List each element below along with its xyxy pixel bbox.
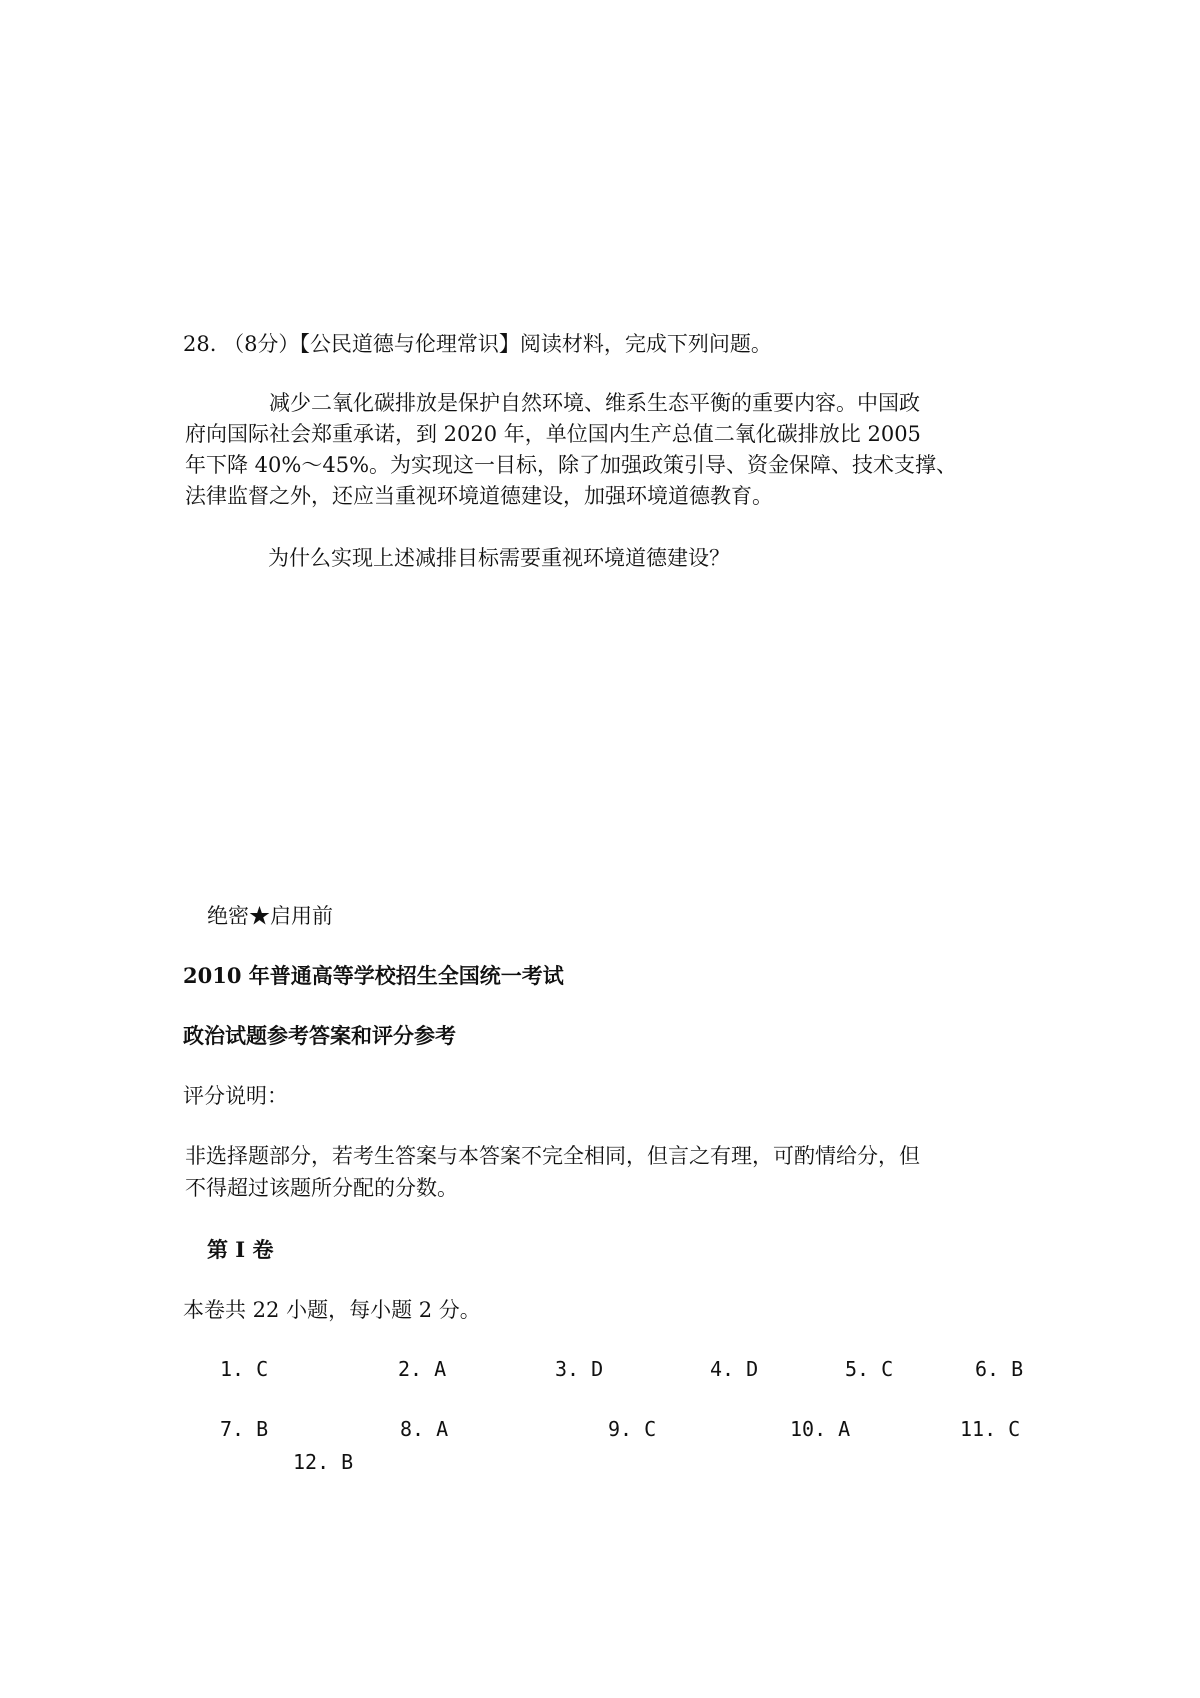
scoring-label: 评分说明： <box>183 1084 288 1108</box>
answer-item: 8. A <box>400 1417 449 1441</box>
scoring-note <box>185 1140 1030 1204</box>
answer-item: 12. B <box>293 1450 354 1474</box>
answer-item: 4. D <box>710 1357 759 1381</box>
question-prompt: 为什么实现上述减排目标需要重视环境道德建设？ <box>268 546 730 570</box>
answer-item: 9. C <box>608 1417 657 1441</box>
question-heading: 28. （8分）【公民道德与伦理常识】阅读材料，完成下列问题。 <box>183 332 772 356</box>
answer-item: 10. A <box>790 1417 851 1441</box>
scoring-note-line: 非选择题部分，若考生答案与本答案不完全相同，但言之有理，可酌情给分，但 <box>185 1144 920 1168</box>
material-line: 府向国际社会郑重承诺，到 2020 年，单位国内生产总值二氧化碳排放比 2005 <box>185 422 921 446</box>
answer-item: 7. B <box>220 1417 269 1441</box>
exam-title: 2010 年普通高等学校招生全国统一考试 <box>183 963 564 988</box>
material-paragraph <box>185 388 1030 512</box>
answer-item: 3. D <box>555 1357 604 1381</box>
answer-item: 5. C <box>845 1357 894 1381</box>
volume-title: 第 I 卷 <box>207 1237 274 1262</box>
answer-item: 11. C <box>960 1417 1021 1441</box>
doc-title: 政治试题参考答案和评分参考 <box>183 1023 456 1048</box>
material-line: 减少二氧化碳排放是保护自然环境、维系生态平衡的重要内容。中国政 <box>269 391 920 415</box>
secret-mark: 绝密★启用前 <box>207 904 333 928</box>
answer-item: 2. A <box>398 1357 447 1381</box>
volume-note: 本卷共 22 小题，每小题 2 分。 <box>183 1298 481 1322</box>
material-line: 年下降 40%～45%。为实现这一目标，除了加强政策引导、资金保障、技术支撑、 <box>185 453 958 477</box>
answer-item: 1. C <box>220 1357 269 1381</box>
scoring-note-line: 不得超过该题所分配的分数。 <box>185 1176 458 1200</box>
material-line: 法律监督之外，还应当重视环境道德建设，加强环境道德教育。 <box>185 484 773 508</box>
answer-item: 6. B <box>975 1357 1024 1381</box>
